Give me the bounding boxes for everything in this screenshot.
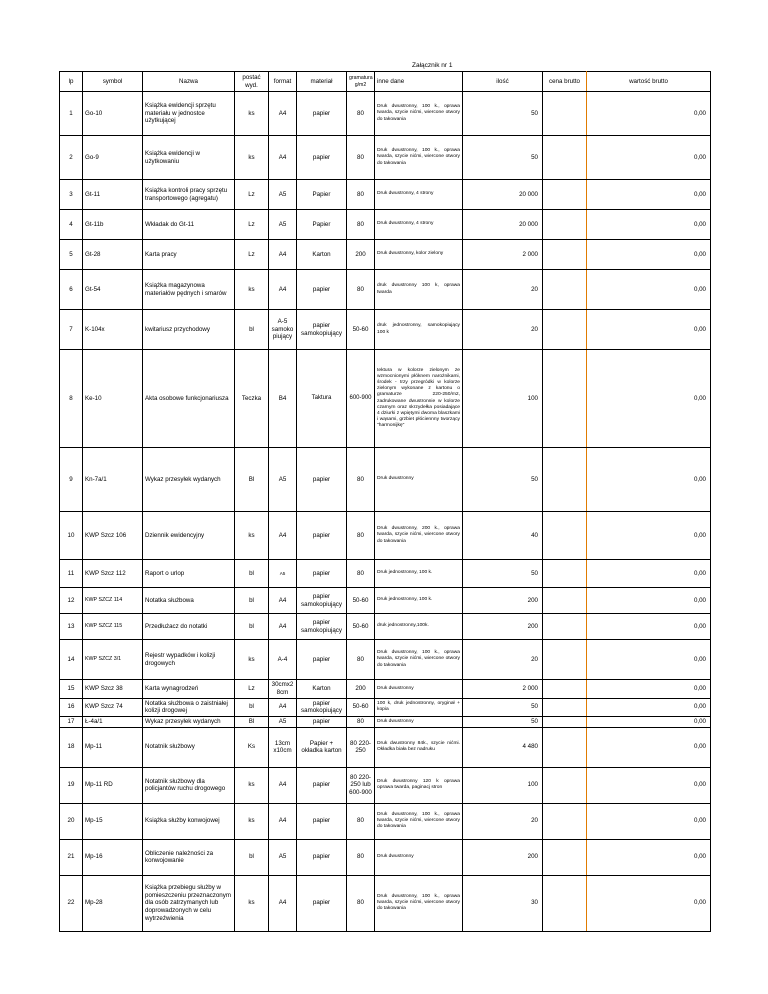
cell-wartosc: 0,00 (587, 210, 711, 240)
cell-ilosc: 50 (463, 717, 543, 728)
table-header (60, 72, 711, 92)
table-row (60, 448, 711, 512)
cell-gramatura: 80 (347, 180, 375, 210)
cell-gramatura: 600-900 (347, 350, 375, 448)
cell-gramatura: 50-60 (347, 310, 375, 350)
cell-postac: Lz (235, 680, 269, 699)
cell-wartosc: 0,00 (587, 803, 711, 839)
cell-lp: 8 (60, 350, 83, 448)
cell-ilosc: 30 (463, 875, 543, 931)
cell-ilosc: 2 000 (463, 240, 543, 270)
cell-gramatura: 80 (347, 803, 375, 839)
cell-gramatura: 80 220-250 (347, 727, 375, 767)
cell-material: Papier (297, 180, 347, 210)
cell-nazwa: Karta pracy (143, 240, 235, 270)
cell-material: Papier (297, 210, 347, 240)
cell-ilosc: 50 (463, 136, 543, 180)
cell-format: A4 (269, 512, 297, 560)
header-lp: lp (60, 72, 83, 92)
cell-ilosc: 4 480 (463, 727, 543, 767)
cell-inne: Druk dwustronny, 100 k., oprawa twarda, szycie nićmi, wiercone otwory do takowania (375, 803, 463, 839)
cell-nazwa: Notatka służbowa o zaistniałej kolizji drogowej (143, 698, 235, 717)
cell-inne: Druk jednostronny, 100 k. (375, 560, 463, 588)
cell-gramatura: 80 (347, 270, 375, 310)
table-row (60, 350, 711, 448)
cell-format: A4 (269, 92, 297, 136)
cell-inne: tektura w kolorze zielonym ze wzmocnionymi płóknem narożnikami, środek - trzy przegródki w kolorze zielonym wykonane z kartonu o gramaturze 220-250/m2, zadrukowane dwustronnie w kolorze czarnym oraz skrzydełka posiadające 4 dziurki z wpiętymi dwoma blaszkami i wąsami, grzbiet płóciennny tworzący "harmonijkę" (375, 350, 463, 448)
cell-nazwa: Notatnik służbowy dla policjantów ruchu drogowego (143, 767, 235, 803)
cell-cena (543, 310, 587, 350)
cell-ilosc: 20 (463, 310, 543, 350)
header-ilosc: ilość (463, 72, 543, 92)
cell-cena (543, 803, 587, 839)
cell-cena (543, 698, 587, 717)
attachment-label: Załącznik nr 1 (412, 62, 453, 69)
header-wartosc: wartość brutto (587, 72, 711, 92)
cell-nazwa: Przedłużacz do notatki (143, 614, 235, 640)
cell-cena (543, 680, 587, 699)
cell-lp: 15 (60, 680, 83, 699)
table-row (60, 767, 711, 803)
cell-wartosc: 0,00 (587, 350, 711, 448)
cell-material: papier samokopiujący (297, 614, 347, 640)
cell-cena (543, 839, 587, 875)
cell-ilosc: 20 (463, 640, 543, 680)
cell-postac: ks (235, 767, 269, 803)
cell-postac: bl (235, 839, 269, 875)
cell-wartosc: 0,00 (587, 180, 711, 210)
table-row (60, 136, 711, 180)
cell-material: papier (297, 136, 347, 180)
cell-inne: druk jednostronny, samokopiujący 100 k (375, 310, 463, 350)
cell-inne: Druk dwustronny (375, 717, 463, 728)
cell-lp: 6 (60, 270, 83, 310)
cell-format: A-5 samoko piujący (269, 310, 297, 350)
cell-symbol: KWP SZCZ 114 (83, 588, 143, 614)
cell-inne: Druk dwustronny, 100 k., oprawa twarda, szycie nićmi, wiercone otwory do takowania (375, 640, 463, 680)
cell-inne: Druk dwustronny, 100 k., oprawa twarda, szycie nićmi, wiercone otwory do takowania (375, 136, 463, 180)
cell-lp: 12 (60, 588, 83, 614)
cell-ilosc: 50 (463, 448, 543, 512)
cell-cena (543, 767, 587, 803)
cell-cena (543, 92, 587, 136)
cell-wartosc: 0,00 (587, 588, 711, 614)
table-row (60, 640, 711, 680)
cell-ilosc: 2 000 (463, 680, 543, 699)
cell-cena (543, 560, 587, 588)
cell-symbol: Mp-11 RD (83, 767, 143, 803)
cell-material: papier (297, 767, 347, 803)
cell-ilosc: 20 (463, 803, 543, 839)
cell-format: 30cmx2 8cm (269, 680, 297, 699)
cell-material: papier (297, 717, 347, 728)
cell-format: A5 (269, 560, 297, 588)
cell-nazwa: Obliczenie należności za konwojowanie (143, 839, 235, 875)
cell-postac: Lz (235, 240, 269, 270)
cell-lp: 20 (60, 803, 83, 839)
table-row (60, 210, 711, 240)
cell-wartosc: 0,00 (587, 680, 711, 699)
cell-symbol: Kn-7a/1 (83, 448, 143, 512)
cell-inne: Druk dwustronny (375, 448, 463, 512)
cell-wartosc: 0,00 (587, 512, 711, 560)
cell-nazwa: Książka przebiegu służby w pomieszczeniu przeznaczonym dla osób zatrzymanych lub doprowadzonych w celu wytrzeźwienia (143, 875, 235, 931)
cell-wartosc: 0,00 (587, 310, 711, 350)
cell-nazwa: Akta osobowe funkcjonariusza (143, 350, 235, 448)
cell-inne: Druk dwustronny, 4 strony (375, 180, 463, 210)
cell-ilosc: 50 (463, 92, 543, 136)
cell-ilosc: 50 (463, 698, 543, 717)
cell-inne: Druk dwustronny, 4 strony (375, 210, 463, 240)
cell-nazwa: Wykaz przesyłek wydanych (143, 448, 235, 512)
cell-postac: ks (235, 803, 269, 839)
cell-wartosc: 0,00 (587, 717, 711, 728)
cell-postac: bl (235, 310, 269, 350)
cell-format: 13cm x10cm (269, 727, 297, 767)
cell-lp: 5 (60, 240, 83, 270)
table-row (60, 680, 711, 699)
table-row (60, 512, 711, 560)
cell-cena (543, 717, 587, 728)
cell-format: A4 (269, 698, 297, 717)
cell-material: papier (297, 448, 347, 512)
cell-material: papier samokopiujący (297, 588, 347, 614)
cell-gramatura: 80 (347, 875, 375, 931)
cell-nazwa: Książka kontroli pracy sprzętu transportowego (agregatu) (143, 180, 235, 210)
cell-symbol: Gt-54 (83, 270, 143, 310)
cell-ilosc: 100 (463, 767, 543, 803)
cell-cena (543, 512, 587, 560)
cell-postac: Ks (235, 727, 269, 767)
cell-symbol: Mp-11 (83, 727, 143, 767)
cell-symbol: KWP SZCZ 115 (83, 614, 143, 640)
cell-ilosc: 20 000 (463, 180, 543, 210)
cell-symbol: KWP Szcz 106 (83, 512, 143, 560)
cell-postac: Bl (235, 717, 269, 728)
cell-postac: ks (235, 640, 269, 680)
cell-symbol: Gt-11b (83, 210, 143, 240)
cell-material: papier (297, 512, 347, 560)
cell-ilosc: 100 (463, 350, 543, 448)
cell-lp: 13 (60, 614, 83, 640)
cell-lp: 11 (60, 560, 83, 588)
cell-lp: 18 (60, 727, 83, 767)
cell-material: papier (297, 92, 347, 136)
cell-symbol: Mp-15 (83, 803, 143, 839)
table-row (60, 240, 711, 270)
cell-lp: 22 (60, 875, 83, 931)
cell-inne: Druk dwustronny, kolor zielony (375, 240, 463, 270)
cell-inne: Druk dwustronny (375, 839, 463, 875)
cell-material: papier samokopiujący (297, 698, 347, 717)
cell-symbol: Mp-28 (83, 875, 143, 931)
cell-format: A4 (269, 614, 297, 640)
cell-gramatura: 80 (347, 717, 375, 728)
cell-format: A5 (269, 448, 297, 512)
cell-cena (543, 136, 587, 180)
cell-cena (543, 448, 587, 512)
cell-postac: bl (235, 614, 269, 640)
cell-lp: 3 (60, 180, 83, 210)
table-row (60, 803, 711, 839)
cell-cena (543, 588, 587, 614)
cell-postac: ks (235, 875, 269, 931)
cell-symbol: K-104x (83, 310, 143, 350)
cell-cena (543, 640, 587, 680)
cell-cena (543, 240, 587, 270)
cell-cena (543, 270, 587, 310)
cell-lp: 16 (60, 698, 83, 717)
cell-lp: 4 (60, 210, 83, 240)
cell-symbol: KWP Szcz 74 (83, 698, 143, 717)
cell-nazwa: Notatnik służbowy (143, 727, 235, 767)
cell-format: A5 (269, 717, 297, 728)
cell-format: A4 (269, 875, 297, 931)
cell-format: A4 (269, 803, 297, 839)
cell-inne: Druk dwustronny, 100 k., oprawa twarda, szycie nićmi, wiercone otwory do takowania (375, 92, 463, 136)
cell-inne: druk dwustronny 100 k, oprawa twarda (375, 270, 463, 310)
cell-material: papier (297, 875, 347, 931)
cell-lp: 2 (60, 136, 83, 180)
cell-lp: 9 (60, 448, 83, 512)
header-gramatura: gramatura g/m2 (347, 72, 375, 92)
cell-gramatura: 50-60 (347, 588, 375, 614)
cell-gramatura: 80 (347, 839, 375, 875)
cell-wartosc: 0,00 (587, 640, 711, 680)
cell-postac: Teczka (235, 350, 269, 448)
cell-inne: Druk dwustronny, 200 k., oprawa twarda, szycie nićmi, wiercone otwory do takowania (375, 512, 463, 560)
cell-postac: Lz (235, 210, 269, 240)
table-row (60, 560, 711, 588)
cell-symbol: Gt-28 (83, 240, 143, 270)
table-row (60, 717, 711, 728)
cell-ilosc: 20 (463, 270, 543, 310)
cell-gramatura: 80 (347, 560, 375, 588)
cell-wartosc: 0,00 (587, 767, 711, 803)
cell-postac: bl (235, 588, 269, 614)
table-row (60, 588, 711, 614)
cell-postac: ks (235, 136, 269, 180)
cell-symbol: Ke-10 (83, 350, 143, 448)
cell-material: Taktura (297, 350, 347, 448)
cell-format: A-4 (269, 640, 297, 680)
cell-nazwa: Wykaz przesyłek wydanych (143, 717, 235, 728)
header-material: materiał (297, 72, 347, 92)
cell-inne: Druk dwustronny, 100 k., oprawa twarda, szycie nićmi, wiercone otwory do takowania (375, 875, 463, 931)
cell-cena (543, 350, 587, 448)
header-cena: cena brutto (543, 72, 587, 92)
cell-nazwa: Rejestr wypadków i kolizji drogowych (143, 640, 235, 680)
cell-symbol: Ł-4a/1 (83, 717, 143, 728)
cell-ilosc: 20 000 (463, 210, 543, 240)
cell-wartosc: 0,00 (587, 698, 711, 717)
header-symbol: symbol (83, 72, 143, 92)
cell-postac: ks (235, 92, 269, 136)
cell-gramatura: 50-60 (347, 614, 375, 640)
cell-postac: ks (235, 270, 269, 310)
cell-nazwa: Notatka służbowa (143, 588, 235, 614)
cell-wartosc: 0,00 (587, 270, 711, 310)
cell-lp: 17 (60, 717, 83, 728)
cell-inne: Druk jednostronny, 100 k. (375, 588, 463, 614)
cell-lp: 19 (60, 767, 83, 803)
cell-nazwa: Książka ewidencji sprzętu materiału w jednostce użytkującej (143, 92, 235, 136)
cell-material: papier samokopiujący (297, 310, 347, 350)
table-row (60, 727, 711, 767)
cell-wartosc: 0,00 (587, 727, 711, 767)
cell-gramatura: 80 (347, 512, 375, 560)
cell-nazwa: Karta wynagrodzeń (143, 680, 235, 699)
cell-cena (543, 614, 587, 640)
cell-wartosc: 0,00 (587, 614, 711, 640)
cell-cena (543, 210, 587, 240)
cell-inne: 100 k, druk jednostronny, oryginał + kopia (375, 698, 463, 717)
cell-symbol: Mp-16 (83, 839, 143, 875)
cell-wartosc: 0,00 (587, 92, 711, 136)
cell-gramatura: 200 (347, 240, 375, 270)
cell-symbol: KWP SZCZ 3/1 (83, 640, 143, 680)
table-row (60, 875, 711, 931)
cell-wartosc: 0,00 (587, 136, 711, 180)
cell-format: A5 (269, 210, 297, 240)
cell-format: A4 (269, 767, 297, 803)
cell-format: B4 (269, 350, 297, 448)
cell-format: A5 (269, 180, 297, 210)
cell-postac: ks (235, 512, 269, 560)
cell-postac: bl (235, 560, 269, 588)
cell-inne: Druk dwustronny 84k., szycie nićmi. Okładka biała bez nadruku (375, 727, 463, 767)
cell-ilosc: 50 (463, 560, 543, 588)
cell-symbol: KWP Szcz 112 (83, 560, 143, 588)
cell-symbol: KWP Szcz 38 (83, 680, 143, 699)
cell-nazwa: Książka służby konwojowej (143, 803, 235, 839)
cell-wartosc: 0,00 (587, 448, 711, 512)
cell-lp: 21 (60, 839, 83, 875)
header-inne: inne dane (375, 72, 463, 92)
cell-ilosc: 200 (463, 839, 543, 875)
cell-lp: 7 (60, 310, 83, 350)
cell-material: papier (297, 839, 347, 875)
cell-symbol: Go-10 (83, 92, 143, 136)
cell-material: papier (297, 640, 347, 680)
cell-inne: druk jednostronny,100k. (375, 614, 463, 640)
table-row (60, 614, 711, 640)
cell-cena (543, 875, 587, 931)
cell-gramatura: 200 (347, 680, 375, 699)
cell-wartosc: 0,00 (587, 560, 711, 588)
cell-material: Karton (297, 240, 347, 270)
cell-material: Karton (297, 680, 347, 699)
cell-postac: Lz (235, 180, 269, 210)
header-format: format (269, 72, 297, 92)
cell-nazwa: Raport o urlop (143, 560, 235, 588)
table-row (60, 180, 711, 210)
cell-lp: 1 (60, 92, 83, 136)
cell-wartosc: 0,00 (587, 839, 711, 875)
header-nazwa: Nazwa (143, 72, 235, 92)
cell-gramatura: 50-60 (347, 698, 375, 717)
table-row (60, 270, 711, 310)
table-row (60, 310, 711, 350)
cell-gramatura: 80 220-250 lub 600-900 (347, 767, 375, 803)
cell-inne: Druk dwustronny 120 k oprawa oprawa twarda, paginacj stron (375, 767, 463, 803)
cell-wartosc: 0,00 (587, 875, 711, 931)
cell-lp: 14 (60, 640, 83, 680)
table-row (60, 698, 711, 717)
cell-postac: Bl (235, 448, 269, 512)
cell-gramatura: 80 (347, 210, 375, 240)
table-row (60, 92, 711, 136)
cell-ilosc: 40 (463, 512, 543, 560)
cell-cena (543, 180, 587, 210)
cell-material: papier (297, 270, 347, 310)
cell-format: A4 (269, 588, 297, 614)
table-row (60, 839, 711, 875)
cell-material: papier (297, 803, 347, 839)
cell-cena (543, 727, 587, 767)
cell-gramatura: 80 (347, 448, 375, 512)
cell-material: Papier + okładka karton (297, 727, 347, 767)
cell-ilosc: 200 (463, 614, 543, 640)
cell-wartosc: 0,00 (587, 240, 711, 270)
cell-nazwa: Książka magazynowa materiałów pędnych i smarów (143, 270, 235, 310)
cell-nazwa: Książka ewidencji w użytkowaniu (143, 136, 235, 180)
cell-symbol: Gt-11 (83, 180, 143, 210)
price-table (59, 71, 711, 932)
cell-nazwa: Dziennik ewidencyjny (143, 512, 235, 560)
cell-gramatura: 80 (347, 640, 375, 680)
cell-format: A5 (269, 839, 297, 875)
cell-nazwa: kwitariusz przychodowy (143, 310, 235, 350)
cell-lp: 10 (60, 512, 83, 560)
cell-gramatura: 80 (347, 92, 375, 136)
cell-format: A4 (269, 270, 297, 310)
cell-nazwa: Wkładak do Gt-11 (143, 210, 235, 240)
cell-ilosc: 200 (463, 588, 543, 614)
cell-inne: Druk dwustronny (375, 680, 463, 699)
cell-material: papier (297, 560, 347, 588)
cell-symbol: Go-9 (83, 136, 143, 180)
cell-gramatura: 80 (347, 136, 375, 180)
cell-postac: bl (235, 698, 269, 717)
header-postac: postać wyd. (235, 72, 269, 92)
cell-format: A4 (269, 136, 297, 180)
cell-format: A4 (269, 240, 297, 270)
